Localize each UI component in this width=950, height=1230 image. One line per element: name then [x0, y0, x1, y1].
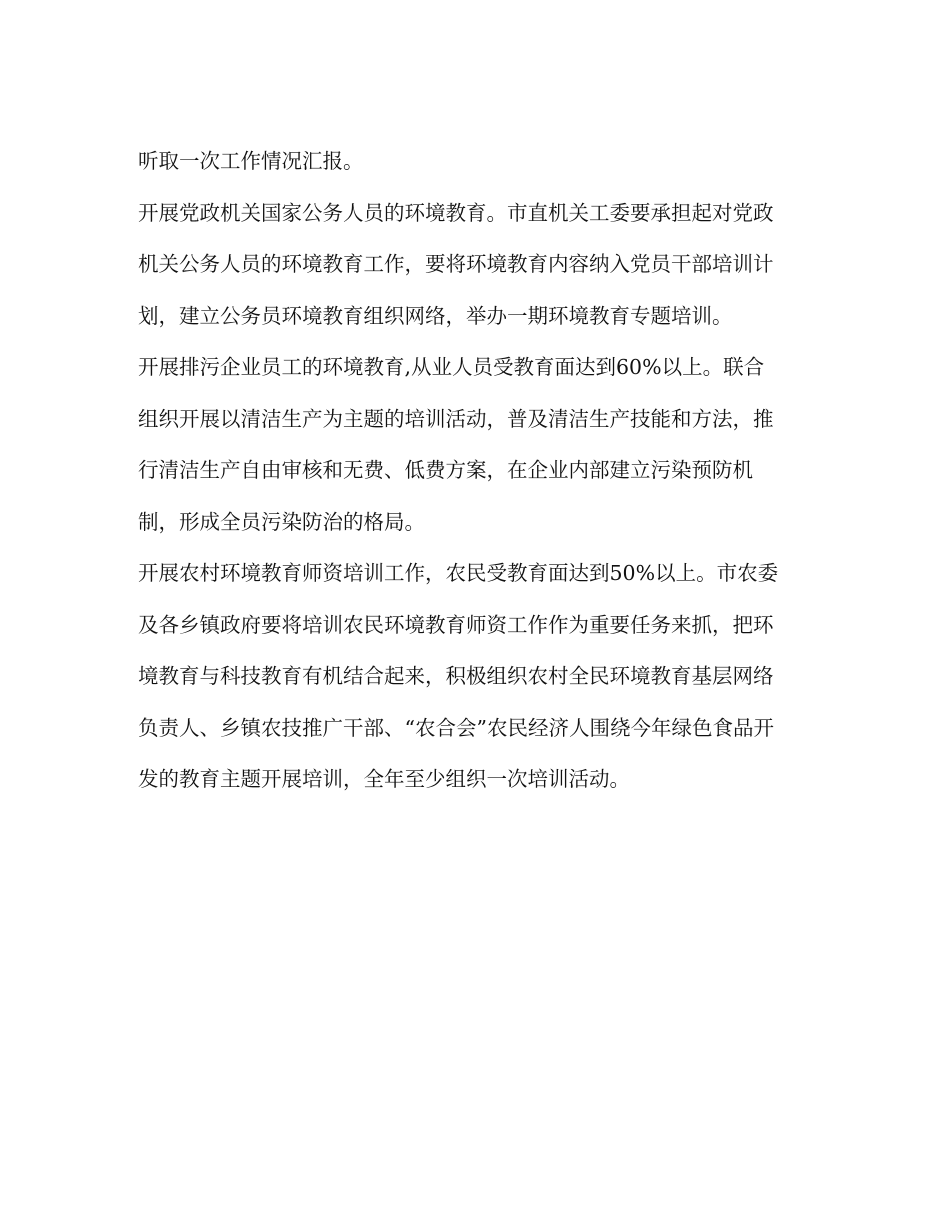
- text-line: 组织开展以清洁生产为主题的培训活动，普及清洁生产技能和方法，推: [138, 406, 774, 431]
- text-line: 开展排污企业员工的环境教育,从业人员受教育面达到60%以上。联合: [138, 355, 765, 379]
- text-line: 制，形成全员污染防治的格局。: [138, 509, 425, 534]
- text-line: 机关公务人员的环境教育工作，要将环境教育内容纳入党员干部培训计: [138, 252, 774, 276]
- text-line: 境教育与科技教育有机结合起来，积极组织农村全民环境教育基层网络: [138, 664, 774, 688]
- text-line: 负责人、乡镇农技推广干部、“农合会”农民经济人围绕今年绿色食品开: [138, 715, 774, 740]
- text-line: 行清洁生产自由审核和无费、低费方案，在企业内部建立污染预防机: [138, 458, 753, 482]
- text-line: 开展农村环境教育师资培训工作，农民受教育面达到50%以上。市农委: [138, 561, 779, 585]
- body-text: [138, 136, 828, 806]
- text-line: 及各乡镇政府要将培训农民环境教育师资工作作为重要任务来抓，把环: [138, 612, 774, 637]
- text-line: 划，建立公务员环境教育组织网络，举办一期环境教育专题培训。: [138, 303, 733, 328]
- text-line: 开展党政机关国家公务人员的环境教育。市直机关工委要承担起对党政: [138, 200, 774, 225]
- text-line: 发的教育主题开展培训，全年至少组织一次培训活动。: [138, 767, 630, 791]
- text-line: 听取一次工作情况汇报。: [138, 149, 364, 173]
